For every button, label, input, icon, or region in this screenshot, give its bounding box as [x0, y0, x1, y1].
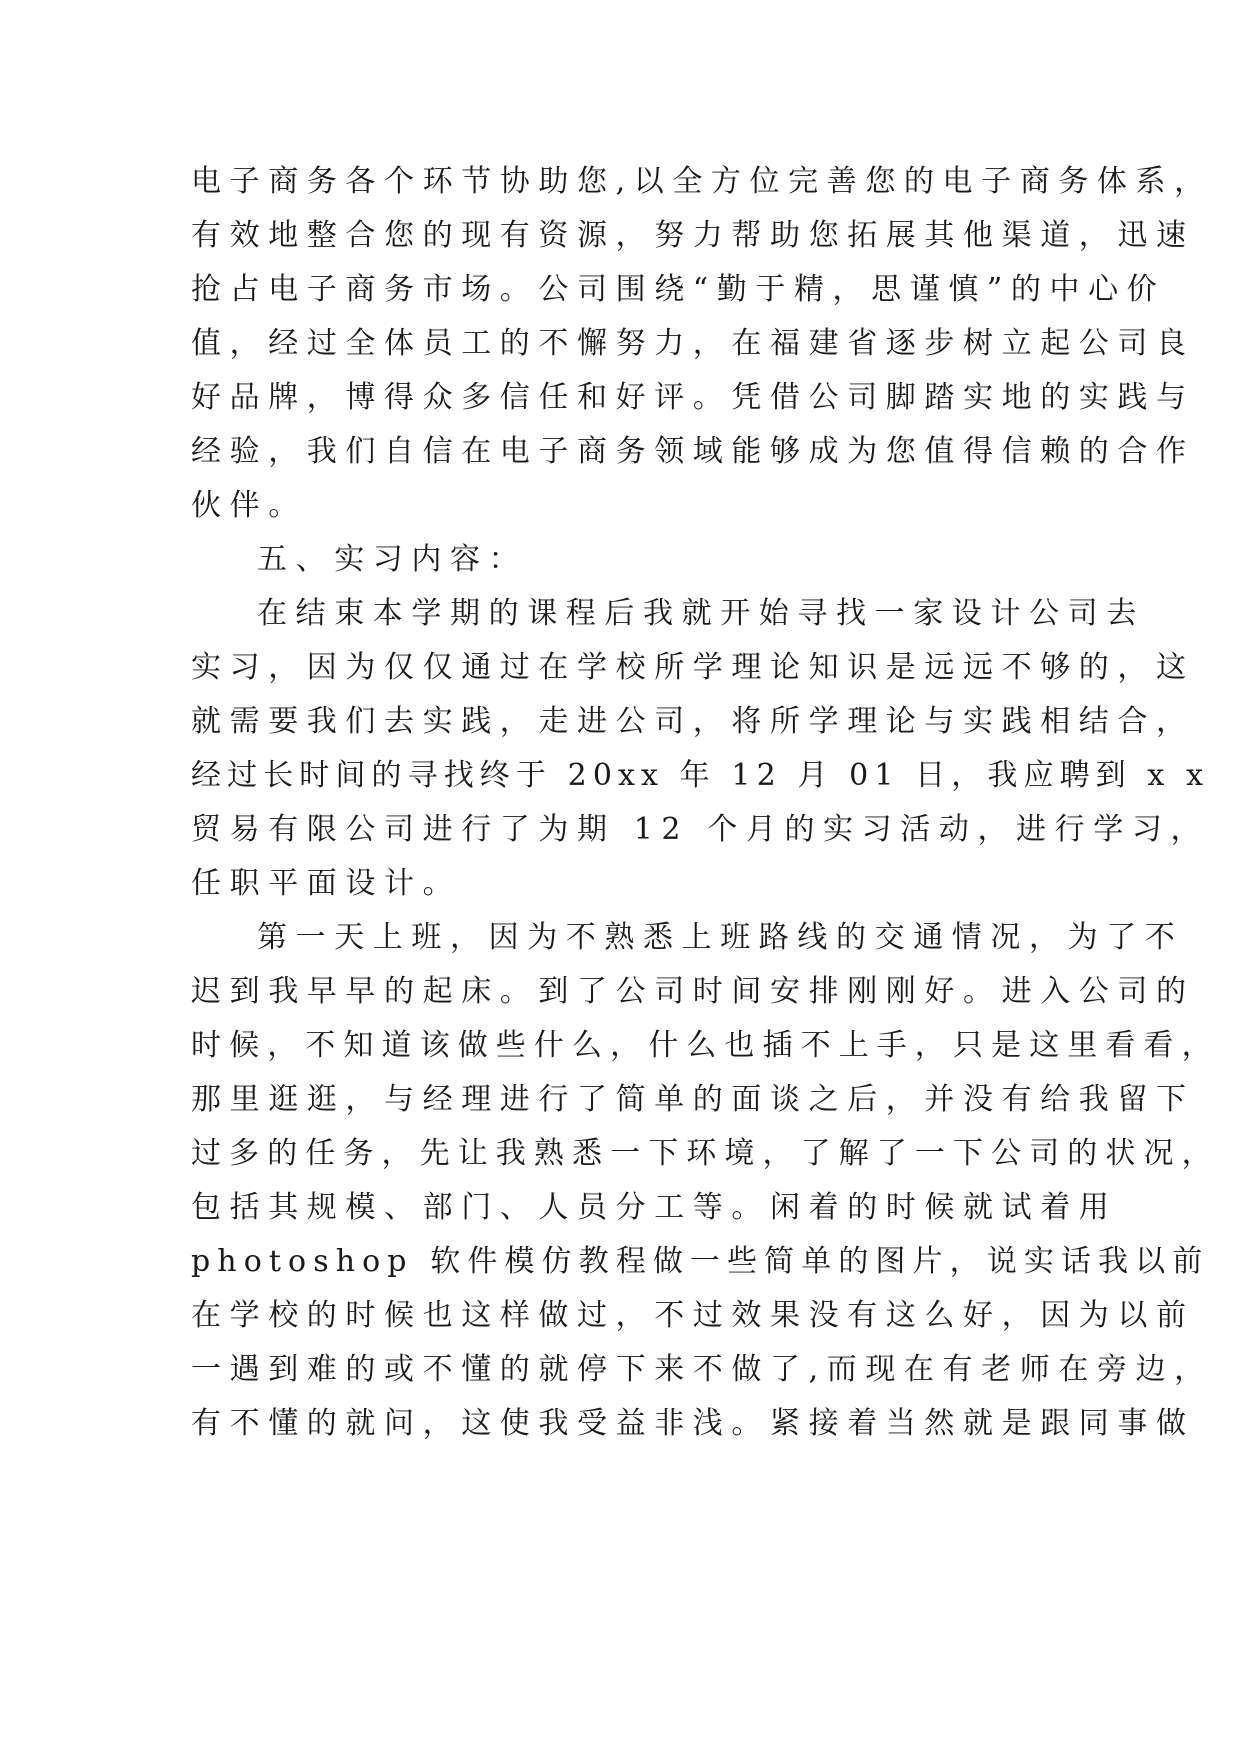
- text-line: 有不懂的就问，这使我受益非浅。紧接着当然就是跟同事做: [191, 1406, 1195, 1441]
- text-line: 迟到我早早的起床。到了公司时间安排刚刚好。进入公司的: [191, 974, 1195, 1009]
- text-line: 实习，因为仅仅通过在学校所学理论知识是远远不够的，这: [191, 650, 1195, 685]
- text-line: 一遇到难的或不懂的就停下来不做了,而现在有老师在旁边，: [191, 1352, 1213, 1387]
- text-line: 经验，我们自信在电子商务领域能够成为您值得信赖的合作: [191, 434, 1195, 469]
- text-line: 电子商务各个环节协助您,以全方位完善您的电子商务体系，: [191, 164, 1213, 199]
- text-line: 在学校的时候也这样做过，不过效果没有这么好，因为以前: [191, 1298, 1195, 1333]
- text-line: 任职平面设计。: [191, 866, 462, 901]
- text-line: 包括其规模、部门、人员分工等。闲着的时候就试着用: [191, 1190, 1118, 1225]
- text-line: 好品牌，博得众多信任和好评。凭借公司脚踏实地的实践与: [191, 380, 1195, 415]
- text-line: 伙伴。: [191, 488, 307, 523]
- text-line: 第一天上班，因为不熟悉上班路线的交通情况，为了不: [257, 920, 1184, 955]
- text-line: 值，经过全体员工的不懈努力，在福建省逐步树立起公司良: [191, 326, 1195, 361]
- text-line: 抢占电子商务市场。公司围绕“勤于精，思谨慎”的中心价: [191, 272, 1166, 307]
- text-line: 在结束本学期的课程后我就开始寻找一家设计公司去: [257, 596, 1145, 631]
- text-line: 就需要我们去实践，走进公司，将所学理论与实践相结合，: [191, 704, 1195, 739]
- text-line: 过多的任务，先让我熟悉一下环境，了解了一下公司的状况，: [191, 1136, 1220, 1171]
- text-line: 贸易有限公司进行了为期 12 个月的实习活动，进行学习，: [191, 812, 1210, 847]
- text-line: photoshop 软件模仿教程做一些简单的图片，说实话我以前: [191, 1244, 1210, 1279]
- text-line: 有效地整合您的现有资源，努力帮助您拓展其他渠道，迅速: [191, 218, 1195, 253]
- text-line: 那里逛逛，与经理进行了简单的面谈之后，并没有给我留下: [191, 1082, 1195, 1117]
- text-line: 经过长时间的寻找终于 20xx 年 12 月 01 日，我应聘到 x x: [191, 758, 1210, 793]
- text-line: 时候，不知道该做些什么，什么也插不上手，只是这里看看，: [191, 1028, 1220, 1063]
- section-heading: 五、实习内容：: [257, 542, 528, 577]
